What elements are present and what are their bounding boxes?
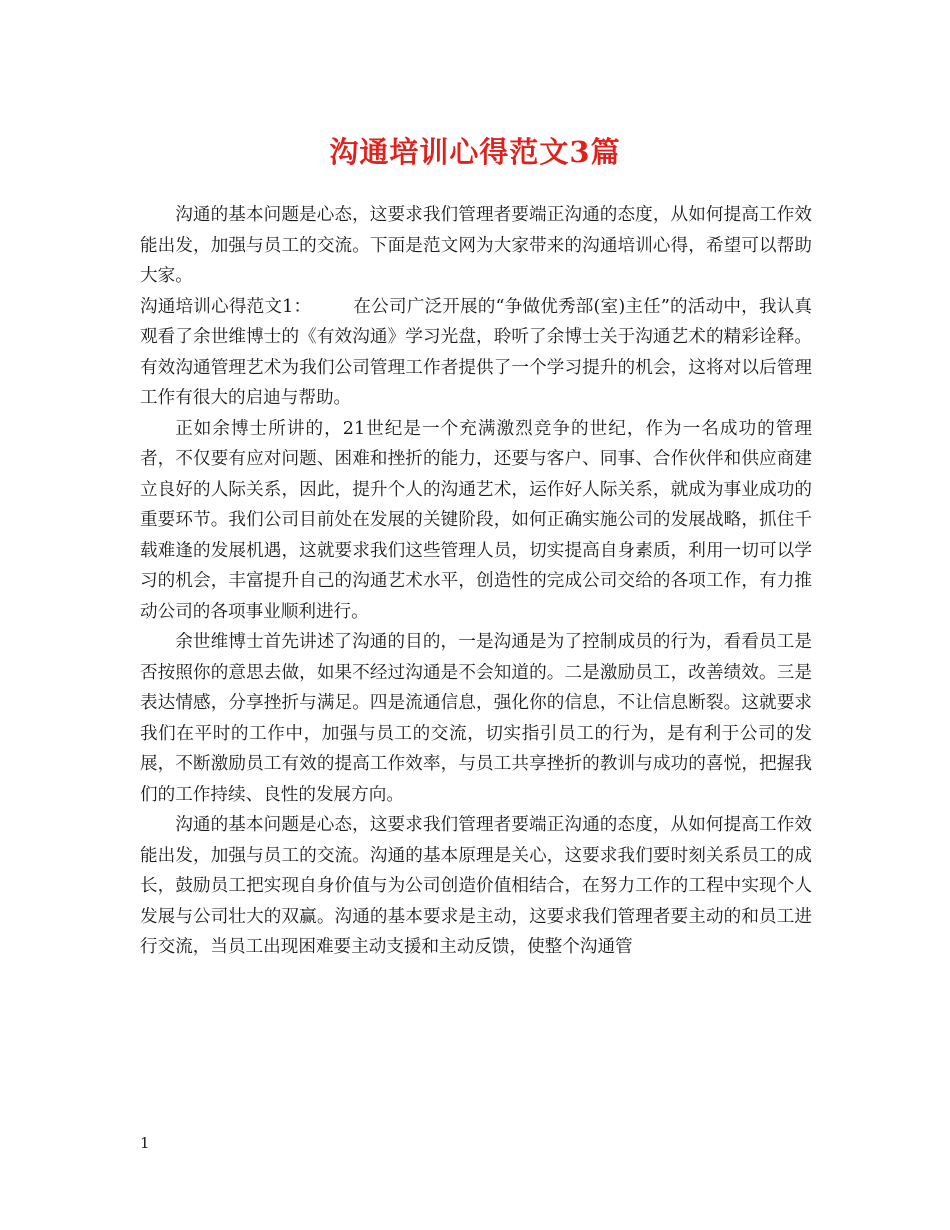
document-body	[140, 200, 812, 963]
section1-lead: 在公司广泛开展的“争做优秀部(室)主任”的活动中，我认真观看了余世维博士的《有效沟通》学习光盘，聆听了余博士关于沟通艺术的精彩诠释。有效沟通管理艺术为我们公司管理工作者提供了一个学习提升的机会，这将对以后管理工作有很大的启迪与帮助。	[140, 296, 812, 408]
paragraph-2: 正如余博士所讲的，21世纪是一个充满激烈竞争的世纪，作为一名成功的管理者，不仅要有应对问题、困难和挫折的能力，还要与客户、同事、合作伙伴和供应商建立良好的人际关系，因此，提升个人的沟通艺术，运作好人际关系，就成为事业成功的重要环节。我们公司目前处在发展的关键阶段，如何正确实施公司的发展战略，抓住千载难逢的发展机遇，这就要求我们这些管理人员，切实提高自身素质，利用一切可以学习的机会，丰富提升自己的沟通艺术水平，创造性的完成公司交给的各项工作，有力推动公司的各项事业顺利进行。	[140, 418, 812, 622]
paragraph-3: 余世维博士首先讲述了沟通的目的，一是沟通是为了控制成员的行为，看看员工是否按照你的意思去做，如果不经过沟通是不会知道的。二是激励员工，改善绩效。三是表达情感，分享挫折与满足。四是流通信息，强化你的信息，不让信息断裂。这就要求我们在平时的工作中，加强与员工的交流，切实指引员工的行为，是有利于公司的发展，不断激励员工有效的提高工作效率，与员工共享挫折的教训与成功的喜悦，把握我们的工作持续、良性的发展方向。	[140, 632, 812, 805]
paragraph-4: 沟通的基本问题是心态，这要求我们管理者要端正沟通的态度，从如何提高工作效能出发，加强与员工的交流。沟通的基本原理是关心，这要求我们要时刻关系员工的成长，鼓励员工把实现自身价值与为公司创造价值相结合，在努力工作的工程中实现个人发展与公司壮大的双赢。沟通的基本要求是主动，这要求我们管理者要主动的和员工进行交流，当员工出现困难要主动支援和主动反馈，使整个沟通管	[140, 815, 812, 957]
section1-label: 沟通培训心得范文1：	[140, 296, 312, 317]
section1-paragraph	[140, 292, 812, 414]
page-number: 1	[140, 1134, 150, 1152]
intro-paragraph: 沟通的基本问题是心态，这要求我们管理者要端正沟通的态度，从如何提高工作效能出发，加强与员工的交流。下面是范文网为大家带来的沟通培训心得，希望可以帮助大家。	[140, 205, 812, 286]
document-title: 沟通培训心得范文3篇	[329, 135, 621, 169]
